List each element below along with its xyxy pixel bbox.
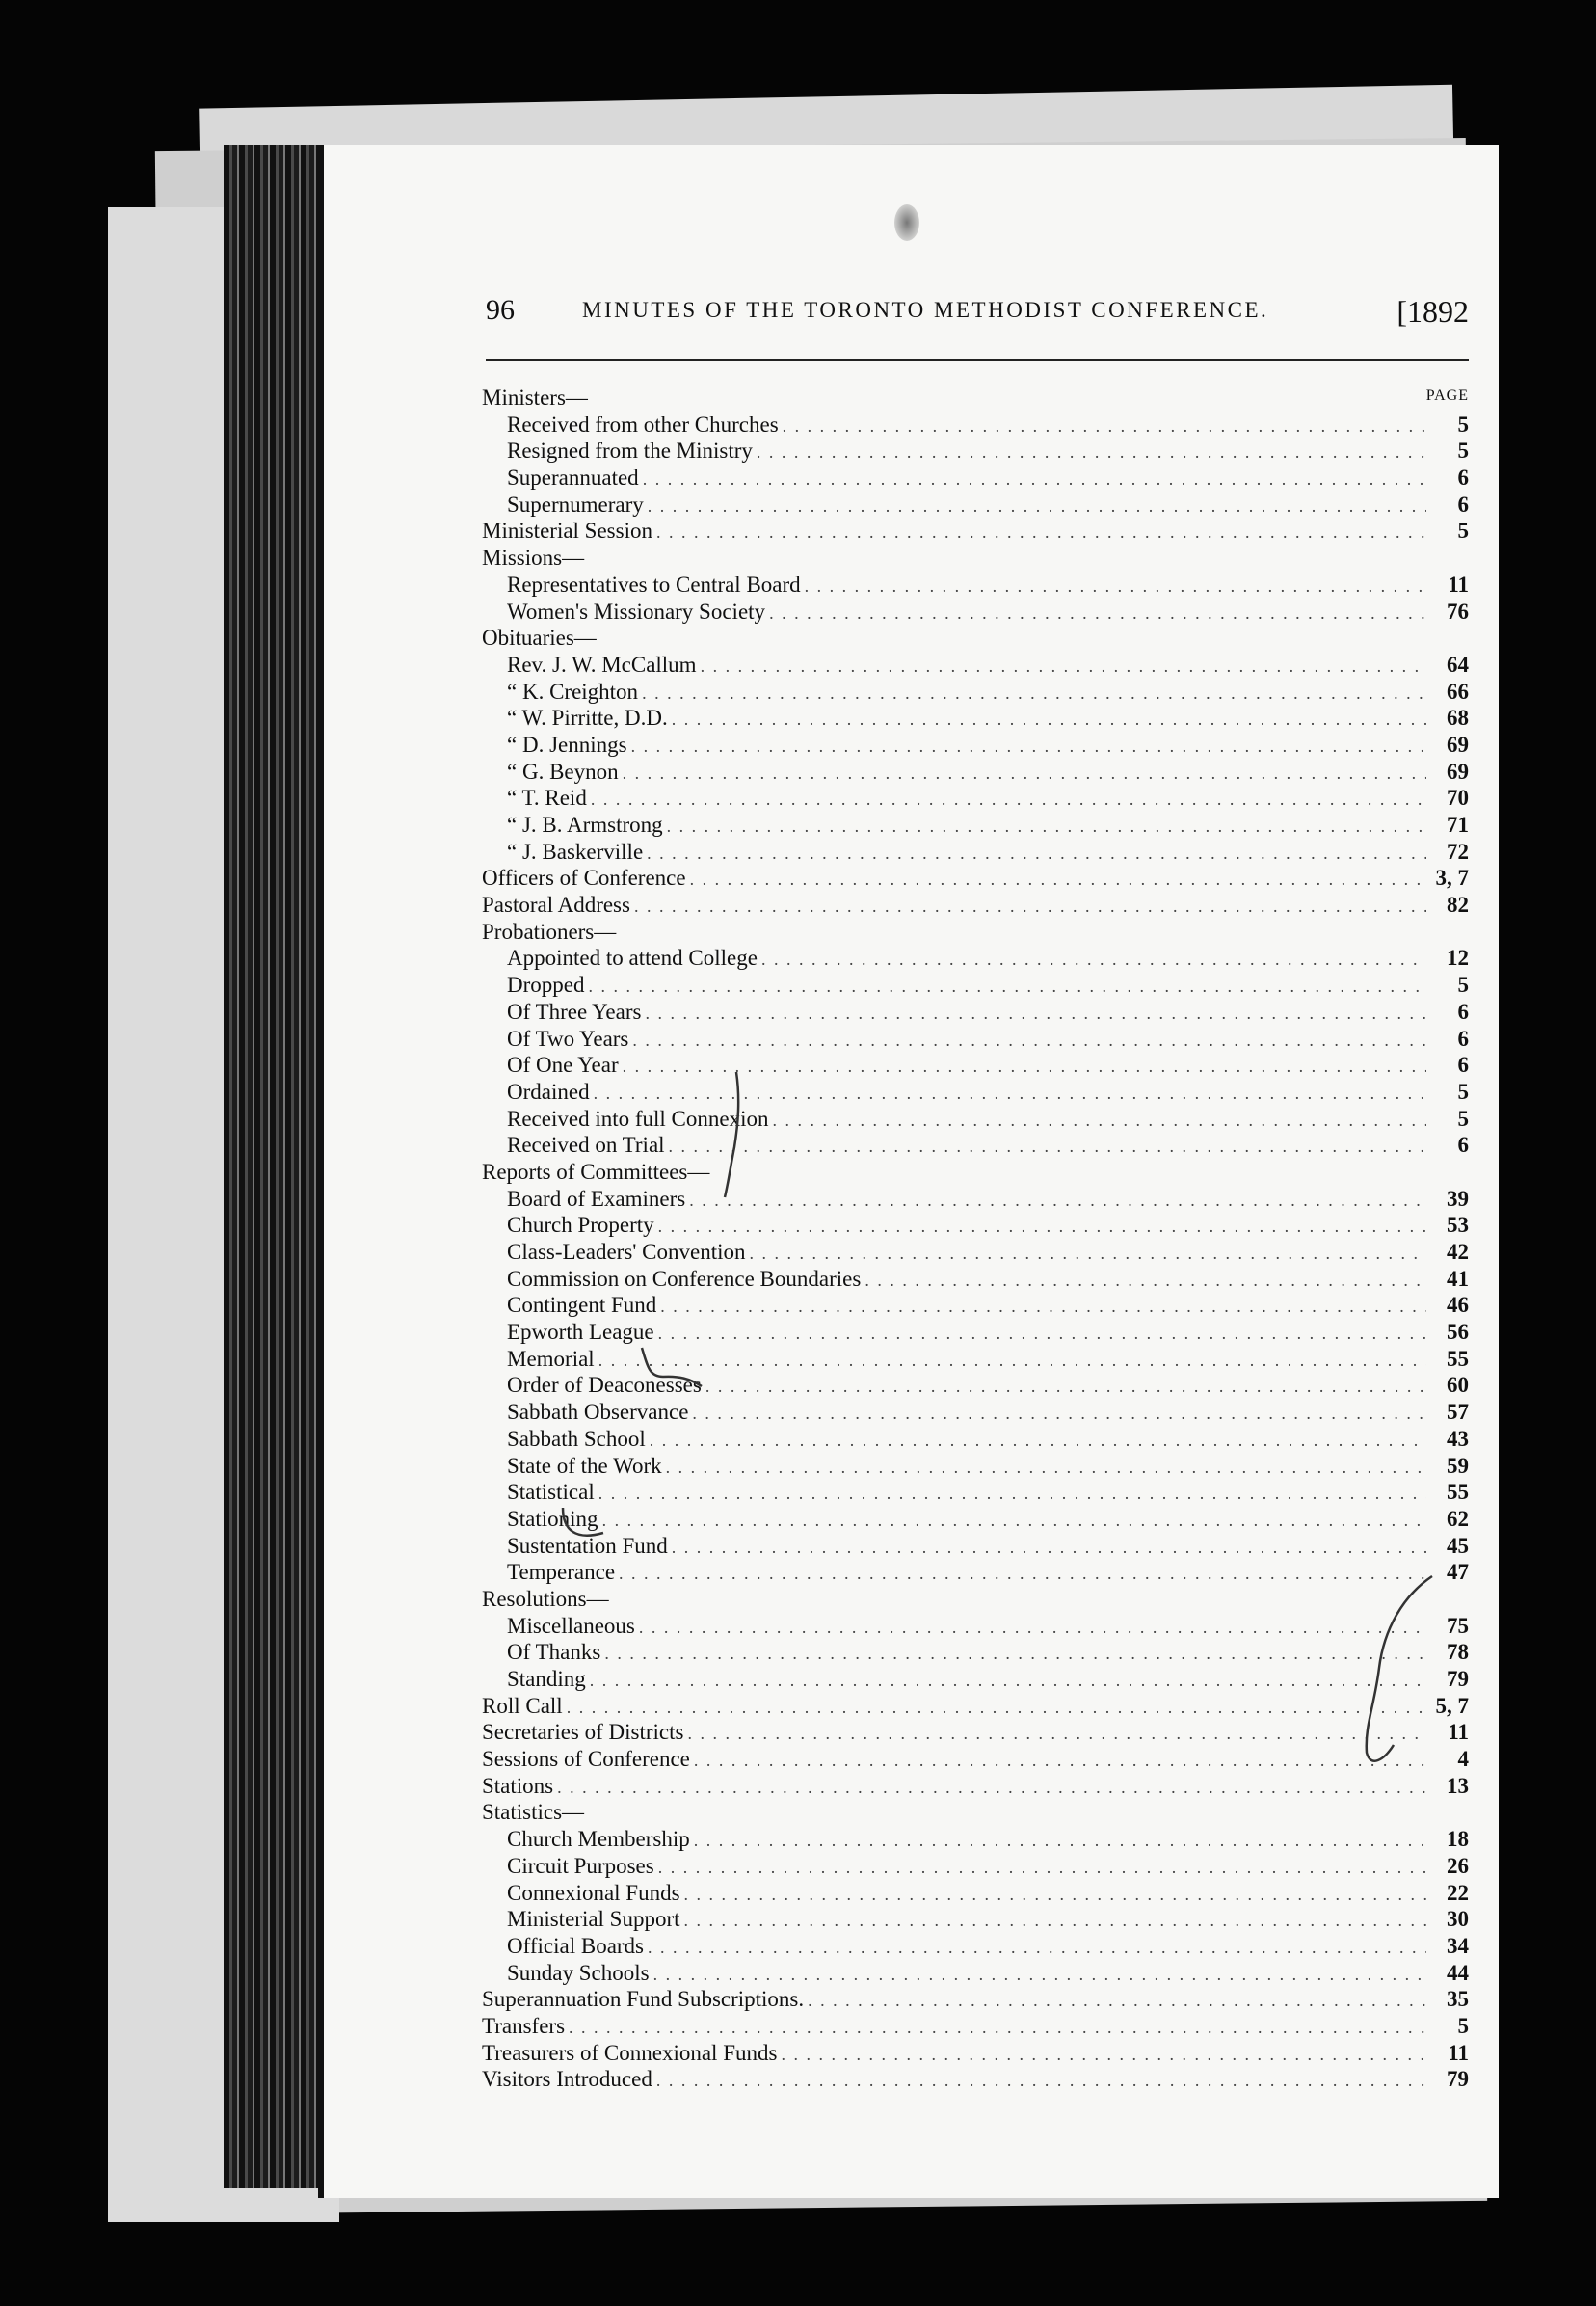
- entry-page-number: 11: [1448, 1720, 1469, 1745]
- entry-page-number: 79: [1447, 2067, 1469, 2092]
- entry-text: “ J. B. Armstrong: [507, 813, 663, 837]
- entry-text: Probationers—: [482, 919, 617, 944]
- entry-text: Missions—: [482, 546, 585, 571]
- entry-page-number: 72: [1447, 839, 1469, 864]
- entry-page-number: 66: [1447, 679, 1469, 704]
- entry-page-number: 5: [1457, 519, 1469, 544]
- entry-page-number: 69: [1447, 759, 1469, 784]
- entry-text: Stations: [482, 1773, 554, 1798]
- entry-text: Epworth League: [507, 1320, 654, 1345]
- entry-text: Standing: [507, 1667, 586, 1691]
- entry-page-number: 13: [1447, 1773, 1469, 1798]
- entry-text: Dropped: [507, 973, 585, 998]
- entry-page-number: 6: [1457, 999, 1469, 1024]
- entry-text: Church Membership: [507, 1827, 690, 1852]
- entry-text: Superannuated: [507, 466, 639, 491]
- entry-text: Received on Trial: [507, 1133, 665, 1158]
- entry-page-number: 5: [1457, 2013, 1469, 2038]
- entry-page-number: 6: [1457, 492, 1469, 517]
- entry-page-number: 34: [1447, 1933, 1469, 1958]
- page-column-label: PAGE: [1425, 388, 1469, 404]
- header-year: [1892: [1396, 294, 1469, 329]
- running-title: MINUTES OF THE TORONTO METHODIST CONFERENCE.: [582, 298, 1269, 322]
- entry-page-number: 30: [1447, 1907, 1469, 1932]
- entry-page-number: 5: [1457, 973, 1469, 998]
- entry-text: Supernumerary: [507, 492, 644, 517]
- entry-page-number: 57: [1447, 1400, 1469, 1425]
- entry-page-number: 62: [1447, 1506, 1469, 1531]
- entry-text: Visitors Introduced: [482, 2067, 652, 2092]
- entry-text: Reports of Committees—: [482, 1159, 710, 1184]
- entry-page-number: 3, 7: [1435, 866, 1469, 891]
- entry-page-number: 82: [1447, 893, 1469, 918]
- entry-text: Class-Leaders' Convention: [507, 1240, 746, 1264]
- pencil-marks: [324, 145, 1504, 2198]
- entry-page-number: 68: [1447, 706, 1469, 731]
- entry-page-number: 46: [1447, 1293, 1469, 1318]
- entry-page-number: 47: [1447, 1560, 1469, 1585]
- entry-page-number: 22: [1447, 1880, 1469, 1905]
- entry-page-number: 55: [1447, 1346, 1469, 1371]
- pencil-stroke: [1367, 1576, 1432, 1761]
- entry-text: State of the Work: [507, 1453, 662, 1478]
- entry-text: Church Property: [507, 1213, 654, 1238]
- entry-page-number: 5: [1457, 1079, 1469, 1104]
- entry-page-number: 75: [1447, 1613, 1469, 1638]
- entry-page-number: 42: [1447, 1240, 1469, 1264]
- entry-page-number: 45: [1447, 1533, 1469, 1558]
- entry-text: Statistics—: [482, 1800, 585, 1825]
- entry-page-number: 69: [1447, 732, 1469, 757]
- entry-page-number: 5: [1457, 1106, 1469, 1131]
- entry-text: Contingent Fund: [507, 1293, 657, 1318]
- entry-text: Superannuation Fund Subscriptions.: [482, 1987, 805, 2012]
- pencil-stroke: [642, 1348, 702, 1386]
- entry-page-number: 71: [1447, 813, 1469, 837]
- entry-page-number: 55: [1447, 1480, 1469, 1505]
- entry-page-number: 35: [1447, 1987, 1469, 2012]
- book-page-edges: [224, 145, 325, 2188]
- entry-page-number: 5: [1457, 412, 1469, 437]
- entry-page-number: 18: [1447, 1827, 1469, 1852]
- entry-text: “ G. Beynon: [507, 759, 619, 784]
- entry-text: Miscellaneous: [507, 1613, 635, 1638]
- entry-page-number: 6: [1457, 1026, 1469, 1051]
- entry-text: Roll Call: [482, 1693, 563, 1718]
- entry-page-number: 59: [1447, 1453, 1469, 1478]
- entry-page-number: 70: [1447, 786, 1469, 811]
- entry-page-number: 43: [1447, 1426, 1469, 1451]
- entry-page-number: 56: [1447, 1320, 1469, 1345]
- entry-text: “ K. Creighton: [507, 679, 639, 704]
- entry-page-number: 4: [1457, 1747, 1469, 1772]
- entry-page-number: 39: [1447, 1186, 1469, 1211]
- entry-page-number: 11: [1448, 2040, 1469, 2065]
- pencil-stroke: [725, 1072, 738, 1197]
- entry-text: Of Thanks: [507, 1640, 601, 1665]
- entry-text: Sabbath School: [507, 1426, 646, 1451]
- entry-text: “ D. Jennings: [507, 732, 627, 757]
- entry-text: Rev. J. W. McCallum: [507, 652, 697, 677]
- entry-page-number: 12: [1447, 946, 1469, 971]
- entry-text: Sunday Schools: [507, 1960, 650, 1985]
- entry-text: Sabbath Observance: [507, 1400, 689, 1425]
- pencil-stroke: [563, 1508, 603, 1536]
- entry-text: “ J. Baskerville: [507, 839, 644, 864]
- entry-page-number: 6: [1457, 1053, 1469, 1078]
- entry-page-number: 11: [1448, 572, 1469, 597]
- entry-text: Officers of Conference: [482, 866, 686, 891]
- entry-text: Of Three Years: [507, 999, 642, 1024]
- entry-text: Stationing: [507, 1506, 598, 1531]
- entry-text: Representatives to Central Board: [507, 572, 801, 597]
- entry-page-number: 53: [1447, 1213, 1469, 1238]
- entry-text: Appointed to attend College: [507, 946, 758, 971]
- entry-text: Circuit Purposes: [507, 1853, 654, 1878]
- entry-text: Order of Deaconesses: [507, 1373, 702, 1398]
- entry-text: Resigned from the Ministry: [507, 439, 753, 464]
- entry-page-number: 60: [1447, 1373, 1469, 1398]
- entry-text: Official Boards: [507, 1933, 645, 1958]
- entry-text: Commission on Conference Boundaries: [507, 1266, 862, 1291]
- entry-text: Ministers—: [482, 386, 588, 410]
- index-page: [318, 145, 1499, 2198]
- entry-text: Women's Missionary Society: [507, 599, 766, 624]
- entry-text: Memorial: [507, 1346, 595, 1371]
- entry-text: Secretaries of Districts: [482, 1720, 684, 1745]
- entry-text: Board of Examiners: [507, 1186, 686, 1211]
- entry-page-number: 5: [1457, 439, 1469, 464]
- entry-page-number: 76: [1447, 599, 1469, 624]
- entry-page-number: 26: [1447, 1853, 1469, 1878]
- entry-page-number: 6: [1457, 466, 1469, 491]
- entry-page-number: 64: [1447, 652, 1469, 677]
- entry-text: Received from other Churches: [507, 412, 779, 437]
- entry-text: Of Two Years: [507, 1026, 629, 1051]
- entry-text: Sustentation Fund: [507, 1533, 668, 1558]
- entry-text: Temperance: [507, 1560, 616, 1585]
- entry-text: Ministerial Session: [482, 519, 652, 544]
- entry-page-number: 5, 7: [1435, 1693, 1469, 1718]
- entry-page-number: 79: [1447, 1667, 1469, 1691]
- entry-text: “ T. Reid: [507, 786, 587, 811]
- entry-page-number: 44: [1447, 1960, 1469, 1985]
- entry-text: Sessions of Conference: [482, 1747, 690, 1772]
- entry-text: Statistical: [507, 1480, 595, 1505]
- entry-text: Connexional Funds: [507, 1880, 680, 1905]
- entry-text: Treasurers of Connexional Funds: [482, 2040, 778, 2065]
- entry-text: Received into full Connexion: [507, 1106, 769, 1131]
- entry-text: “ W. Pirritte, D.D.: [507, 706, 668, 731]
- entry-text: Obituaries—: [482, 626, 597, 651]
- entry-page-number: 78: [1447, 1640, 1469, 1665]
- page-number: 96: [486, 294, 515, 326]
- entry-text: Ordained: [507, 1079, 590, 1104]
- entry-page-number: 6: [1457, 1133, 1469, 1158]
- entry-text: Of One Year: [507, 1053, 619, 1078]
- entry-text: Transfers: [482, 2013, 566, 2038]
- entry-text: Resolutions—: [482, 1586, 609, 1611]
- entry-page-number: 41: [1447, 1266, 1469, 1291]
- entry-text: Ministerial Support: [507, 1907, 680, 1932]
- entry-text: Pastoral Address: [482, 893, 630, 918]
